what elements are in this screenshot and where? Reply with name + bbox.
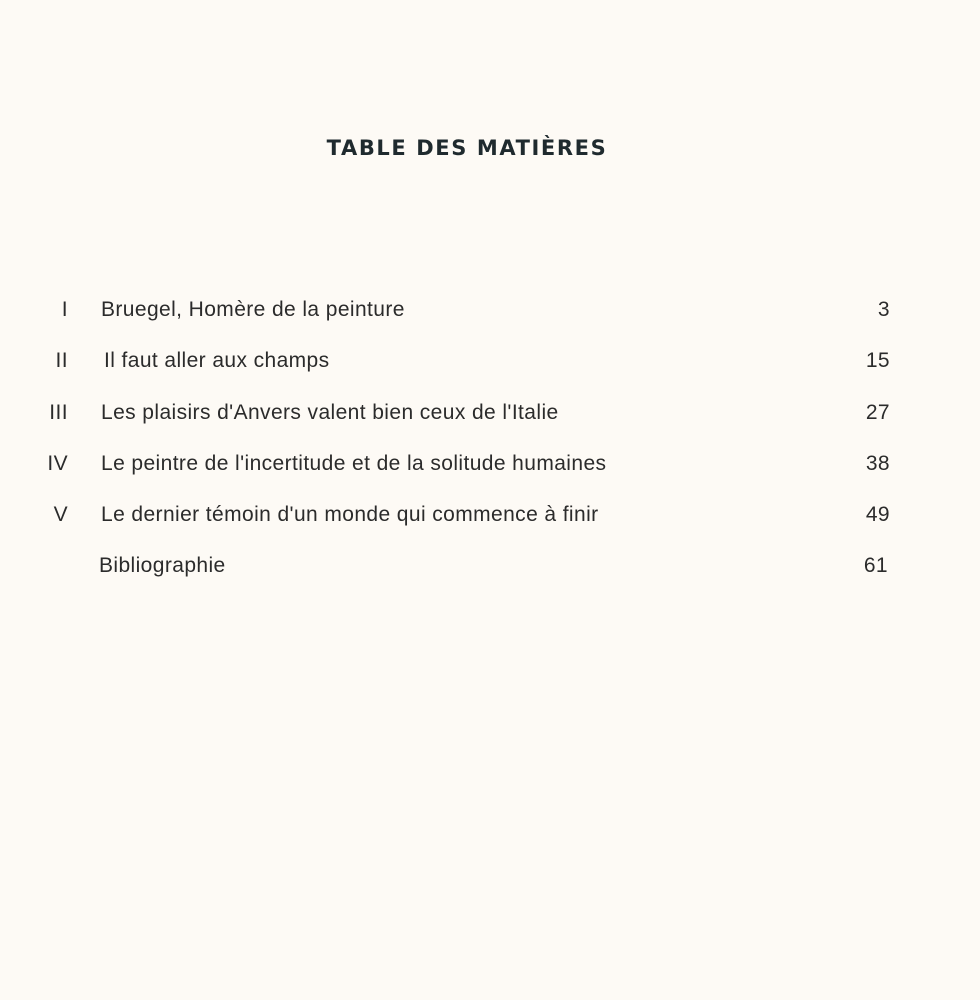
page-number: 49 xyxy=(865,503,890,527)
page-number: 3 xyxy=(877,298,890,321)
toc-entry xyxy=(0,498,980,549)
page-number: 61 xyxy=(863,554,888,578)
chapter-title: Le dernier témoin d'un monde qui commence à finir xyxy=(101,503,599,527)
chapter-number: IV xyxy=(47,451,68,475)
toc-entry xyxy=(0,549,980,600)
chapter-number: I xyxy=(61,298,68,321)
toc-entry xyxy=(0,447,980,498)
chapter-number: III xyxy=(49,400,68,424)
page-number: 15 xyxy=(865,349,890,373)
chapter-title: Les plaisirs d'Anvers valent bien ceux de l'Italie xyxy=(101,400,559,424)
toc-entry xyxy=(0,344,980,395)
chapter-number: V xyxy=(53,503,68,527)
chapter-title: Le peintre de l'incertitude et de la solitude humaines xyxy=(101,451,607,475)
chapter-title: Bibliographie xyxy=(99,554,226,578)
table-of-contents xyxy=(0,293,980,601)
page-number: 27 xyxy=(865,400,890,424)
chapter-title: Bruegel, Homère de la peinture xyxy=(101,298,405,321)
page-title: TABLE DES MATIÈRES xyxy=(326,136,608,160)
chapter-title: Il faut aller aux champs xyxy=(104,349,330,373)
toc-entry xyxy=(0,396,980,447)
toc-entry xyxy=(0,293,980,344)
page-number: 38 xyxy=(865,451,890,475)
chapter-number: II xyxy=(55,349,68,373)
